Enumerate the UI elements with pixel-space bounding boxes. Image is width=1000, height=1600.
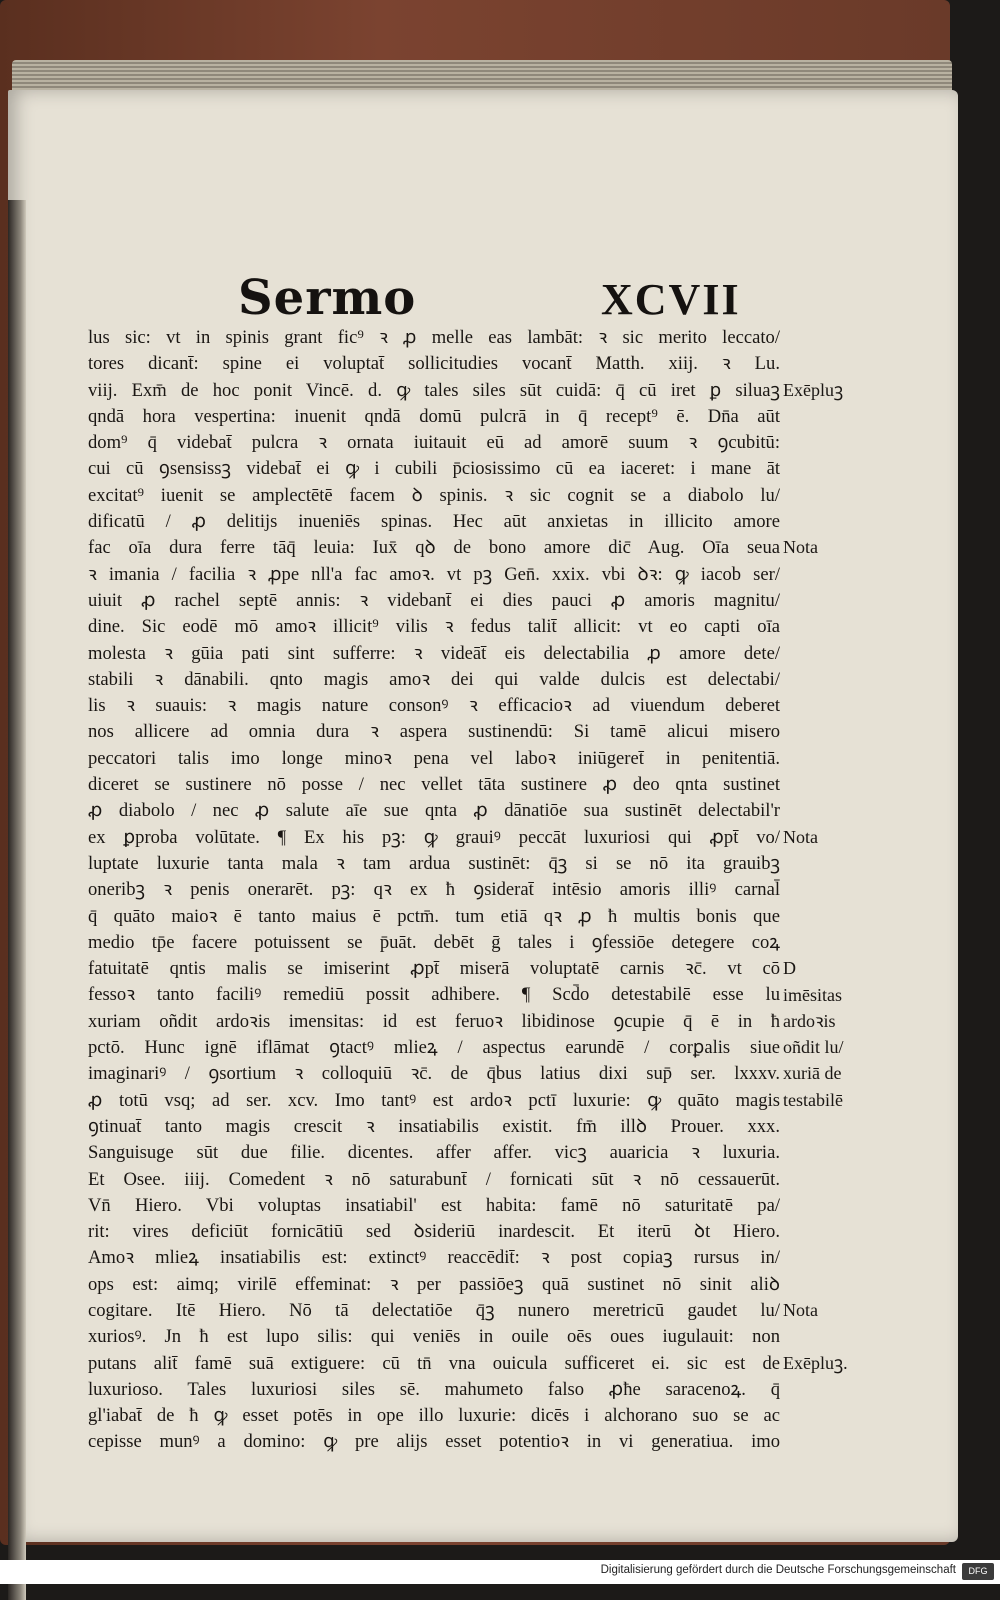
running-head: Sermo xyxy=(238,270,417,326)
dfg-logo: DFG xyxy=(962,1563,994,1580)
text-line: tores dicant̄: spine ei voluptat̄ sollicitudies vocant̄ Matth. xiij. ꝛ Lu. xyxy=(88,353,780,375)
text-line: nos allicere ad omnia dura ꝛ aspera sustinendū: Si tamē alicui misero xyxy=(88,721,780,743)
text-line: putans alit̄ famē suā extiguere: cū tn̄ vna ouicula sufficeret ei. sic est de xyxy=(88,1352,780,1374)
text-line: ꝓ totū vsq; ad ser. xcv. Imo tantꝰ est ardoꝛ pctī luxurie: ꝙ quāto magis xyxy=(88,1089,780,1111)
marginal-note: D xyxy=(783,958,796,979)
text-line: dom⁹ q̄ videbat̄ pulcra ꝛ ornata iuitauit eū ad amorē suum ꝛ ꝯcubitū: xyxy=(88,432,780,454)
marginal-note: Nota xyxy=(783,1300,818,1321)
marginal-note: oñdit lu/ xyxy=(783,1037,844,1058)
text-line: excitat⁹ iuenit se amplectētē facem ꝺ spinis. ꝛ sic cognit se a diabolo lu/ xyxy=(88,484,780,506)
text-line: fessoꝛ tanto faciliꝰ remediū possit adhibere. ¶ Scd̄o detestabilē esse lu xyxy=(88,984,780,1006)
marginal-note: ardoꝛis xyxy=(783,1010,836,1031)
text-line: xuriosꝰ. Jn ħ est lupo silis: qui veniēs in ouile oēs oues iugulauit: non xyxy=(88,1326,780,1348)
text-line: peccatori talis imo longe minoꝛ pena vel laboꝛ iniūgeret̄ in penitentiā. xyxy=(88,747,780,769)
marginal-note: Exēpluꝫ xyxy=(783,379,844,400)
marginal-note: Exēpluꝫ. xyxy=(783,1352,848,1373)
text-line: cui cū ꝯsensissꝫ videbat̄ ei ꝙ i cubili p̄ciosissimo cū ea iaceret: i mane āt xyxy=(88,458,780,480)
text-line: ex ꝑproba volūtate. ¶ Ex his pꝫ: ꝙ grauiꝰ peccāt luxuriosi qui ꝓpt̄ vo/ xyxy=(88,826,780,848)
text-line: fatuitatē qntis malis se imiserint ꝓpt̄ miserā voluptatē carnis ꝛc̄. vt cō xyxy=(88,958,780,980)
marginal-note: xuriā de xyxy=(783,1063,842,1084)
marginal-note: imēsitas xyxy=(783,984,842,1005)
text-line: stabili ꝛ dānabili. qnto magis amoꝛ dei qui valde dulcis est delectabi/ xyxy=(88,668,780,690)
text-line: dine. Sic eodē mō amoꝛ illicit⁹ vilis ꝛ fedus talit̄ allicit: vt eo capti oīa xyxy=(88,616,780,638)
text-line: luxurioso. Tales luxuriosi siles sē. mahumeto falso ꝓħe saracenoꝝ. q̄ xyxy=(88,1378,780,1400)
text-line: ꝛ imania / facilia ꝛ ꝓpe nll'a fac amoꝛ. vt pꝫ Gen̄. xxix. vbi ꝺꝛ: ꝙ iacob ser/ xyxy=(88,563,780,585)
text-line: Sanguisuge sūt due filie. dicentes. affer affer. vicꝫ auaricia ꝛ luxuria. xyxy=(88,1142,780,1164)
marginal-note: Nota xyxy=(783,537,818,558)
text-line: fac oīa dura ferre tāq̄ leuia: Iux̄ qꝺ de bono amore dic̄ Aug. Oīa seua xyxy=(88,537,780,559)
text-line: ꝯtinuat̄ tanto magis crescit ꝛ insatiabilis existit. fm̄ illꝺ Prouer. xxx. xyxy=(88,1115,780,1137)
text-line: gl'iabat̄ de ħ ꝙ esset potēs in ope illo luxurie: dicēs i alchorano suo se ac xyxy=(88,1405,780,1427)
text-line: uiuit ꝓ rachel septē annis: ꝛ videbant̄ ei dies pauci ꝓ amoris magnitu/ xyxy=(88,589,780,611)
text-line: luptate luxurie tanta mala ꝛ tam ardua sustinēt: q̄ꝫ si se nō ita grauibꝫ xyxy=(88,852,780,874)
text-line: qndā hora vespertina: inuenit qndā domū pulcrā in q̄ recept⁹ ē. Dn̄a aūt xyxy=(88,405,780,427)
text-line: imaginariꝰ / ꝯsortium ꝛ colloquiū ꝛc̄. de q̄bus latius dixi sup̄ ser. lxxxv. xyxy=(88,1063,780,1085)
text-line: diceret se sustinere nō posse / nec vellet tāta sustinere ꝓ deo qnta sustinet xyxy=(88,774,780,796)
text-line: viij. Exm̄ de hoc ponit Vincē. d. ꝙ tales siles sūt cuidā: q̄ cū iret ꝑ siluaꝫ xyxy=(88,379,780,401)
folio-number: XCVII xyxy=(601,275,741,324)
text-line: lus sic: vt in spinis grant fic⁹ ꝛ ꝓ melle eas lambāt: ꝛ sic merito leccato/ xyxy=(88,327,780,348)
main-text-column xyxy=(88,325,780,1456)
funding-credit: Digitalisierung gefördert durch die Deutsche Forschungsgemeinschaft xyxy=(600,1564,956,1576)
text-line: dificatū / ꝓ delitijs inueniēs spinas. Hec aūt anxietas in illicito amore xyxy=(88,511,780,533)
text-line: molesta ꝛ gūia pati sint sufferre: ꝛ videāt̄ eis delectabilia ꝓ amore dete/ xyxy=(88,642,780,664)
text-line: pctō. Hunc ignē iflāmat ꝯtactꝰ mlieꝝ / aspectus earundē / corꝑalis siue xyxy=(88,1037,780,1059)
footer-bar xyxy=(0,1560,1000,1584)
text-line: Et Osee. iiij. Comedent ꝛ nō saturabunt̄ / fornicati sūt ꝛ nō cessauerūt. xyxy=(88,1168,780,1190)
text-line: Vn̄ Hiero. Vbi voluptas insatiabil' est habita: famē nō saturitatē pa/ xyxy=(88,1194,780,1216)
marginal-note: Nota xyxy=(783,826,818,847)
text-line: medio tp̄e facere potuissent se p̄uāt. debēt ḡ tales i ꝯfessiōe detegere coꝝ xyxy=(88,931,780,953)
marginal-note: testabilē xyxy=(783,1089,843,1110)
text-line: ꝓ diabolo / nec ꝓ salute aīe sue qnta ꝓ dānatiōe sua sustinēt delectabil'r xyxy=(88,800,780,822)
text-line: q̄ quāto maioꝛ ē tanto maius ē pctm̄. tum etiā qꝛ ꝓ ħ multis bonis que xyxy=(88,905,780,927)
previous-leaf xyxy=(8,200,26,1600)
text-line: cogitare. Itē Hiero. Nō tā delectatiōe q̄ꝫ nunero meretricū gaudet lu/ xyxy=(88,1299,780,1321)
text-line: ops est: aimq; virilē effeminat: ꝛ per passiōeꝫ quā sustinet nō sinit aliꝺ xyxy=(88,1273,780,1295)
text-line: xuriam oñdit ardoꝛis imensitas: id est feruoꝛ libidinose ꝯcupie q̄ ē in ħ xyxy=(88,1010,780,1032)
text-line: Amoꝛ mlieꝝ insatiabilis est: extinctꝰ reaccēdit̄: ꝛ post copiaꝫ rursus in/ xyxy=(88,1247,780,1269)
book-page xyxy=(8,90,958,1542)
text-line: rit: vires deficiūt fornicātiū sed ꝺsideriū inardescit. Et iterū ꝺt Hiero. xyxy=(88,1221,780,1243)
text-line: oneribꝫ ꝛ penis onerarēt. pꝫ: qꝛ ex ħ ꝯsiderat̄ intēsio amoris illiꝰ carnal̄ xyxy=(88,879,780,901)
text-line: lis ꝛ suauis: ꝛ magis nature consonꝰ ꝛ efficacioꝛ ad viuendum deberet xyxy=(88,695,780,717)
text-line: cepisse munꝰ a domino: ꝙ pre alijs esset potentioꝛ in vi generatiua. imo xyxy=(88,1431,780,1453)
